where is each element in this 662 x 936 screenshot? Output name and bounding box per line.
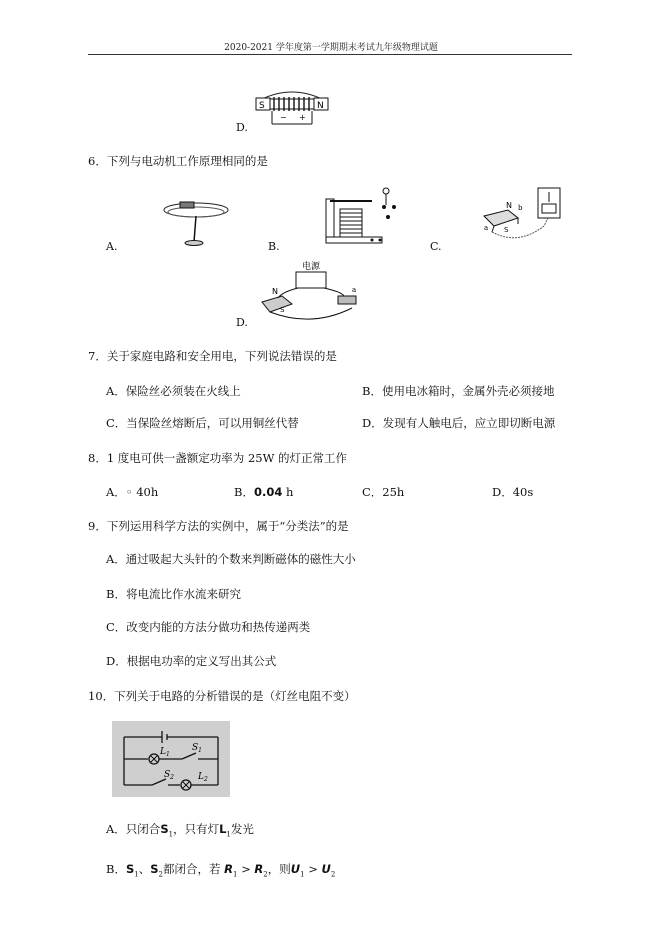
q10-option-a: A．只闭合$S_1$，只有灯$L_1$发光 [106, 822, 254, 839]
d-label-n: N [272, 287, 278, 296]
q5-figure-d [252, 86, 332, 130]
c-label-n: N [506, 201, 512, 210]
header-rule [88, 54, 572, 55]
q6-figure-b [322, 185, 402, 247]
q7-option-a: A．保险丝必须装在火线上 [106, 384, 241, 398]
q6-stem: 6．下列与电动机工作原理相同的是 [88, 154, 268, 168]
q9-option-d: D．根据电功率的定义写出其公式 [106, 654, 277, 668]
q8-option-a: A．◦ 40h [106, 485, 159, 499]
q8-stem: 8．1 度电可供一盏额定功率为 25W 的灯正常工作 [88, 451, 348, 465]
q9-option-a: A．通过吸起大头针的个数来判断磁体的磁性大小 [106, 552, 356, 566]
q8-option-b: B．0.04 h [234, 485, 294, 499]
q7-stem: 7．关于家庭电路和安全用电，下列说法错误的是 [88, 349, 337, 363]
q6-option-c: C. [430, 240, 442, 253]
d-label-s: S [280, 306, 285, 314]
q10-s1-sub: 1 [198, 747, 202, 754]
q10-circuit-figure [112, 721, 230, 797]
q9-stem: 9．下列运用科学方法的实例中，属于“分类法”的是 [88, 519, 349, 533]
q7-option-d: D．发现有人触电后，应立即切断电源 [362, 416, 556, 430]
q10-s1-label: S [192, 743, 199, 753]
q6-option-d: D. [236, 316, 248, 329]
page-header: 2020-2021 学年度第一学期期末考试九年级物理试题 [224, 43, 438, 53]
q10-s2-sub: 2 [170, 774, 174, 781]
q10-option-b: B．$S_1$、$S_2$都闭合，若 $R_1 > R_2$，则$U_1 > U_2$ [106, 862, 336, 879]
q10-l2-sub: 2 [203, 776, 208, 783]
c-label-b: b [518, 204, 523, 212]
q10-l1-label: L [160, 747, 166, 757]
c-label-s: S [504, 226, 509, 234]
d-label-power: 电源 [302, 262, 321, 272]
q5-option-d: D. [236, 121, 248, 134]
magnet-s-label: S [259, 101, 265, 111]
q6-option-a: A. [106, 240, 118, 253]
q8-option-d: D．40s [492, 485, 534, 499]
q7-option-b: B．使用电冰箱时，金属外壳必须接地 [362, 384, 555, 398]
terminal-minus: − [280, 113, 287, 122]
q10-l1-sub: 1 [165, 751, 170, 758]
q10-s2-label: S [164, 770, 171, 780]
q7-option-c: C．当保险丝熔断后，可以用铜丝代替 [106, 416, 299, 430]
q10-l2-label: L [198, 772, 204, 782]
d-label-a: a [352, 286, 357, 294]
q6-figure-d [252, 258, 364, 324]
q6-figure-c [478, 182, 574, 246]
c-label-a: a [484, 224, 489, 232]
q8-option-c: C．25h [362, 485, 405, 499]
q9-option-b: B．将电流比作水流来研究 [106, 587, 241, 601]
q10-stem: 10．下列关于电路的分析错误的是（灯丝电阻不变） [88, 689, 356, 703]
q6-figure-a [158, 190, 234, 248]
terminal-plus: + [299, 113, 306, 122]
q9-option-c: C．改变内能的方法分做功和热传递两类 [106, 620, 311, 634]
q6-option-b: B. [268, 240, 280, 253]
magnet-n-label: N [317, 101, 324, 111]
